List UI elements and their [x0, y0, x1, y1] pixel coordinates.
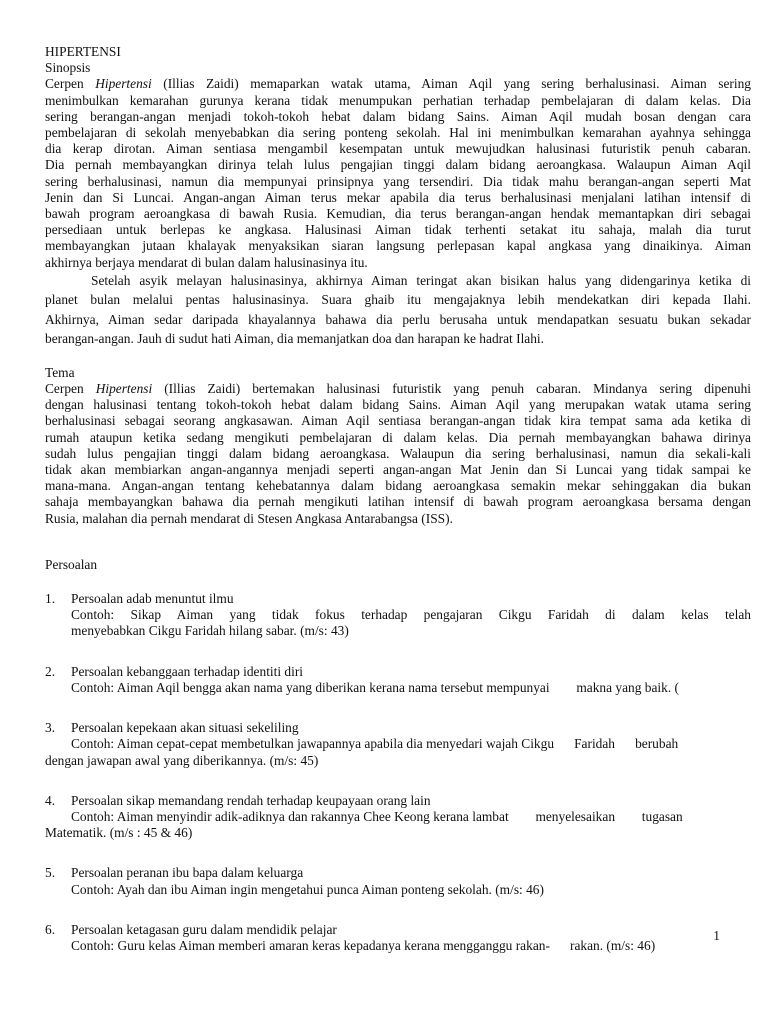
- document-page: [45, 44, 751, 954]
- tema-title-italic: Hipertensi: [95, 381, 153, 397]
- sinopsis-title-italic: Hipertensi: [95, 76, 152, 92]
- tema-line: tidak akan membiarkan angan-angannya menjadi seperti angan-angan Mat Jenin dan Si Luncai yang tidak sampai ke: [45, 462, 751, 478]
- persoalan-item-example: Contoh: Aiman menyindir adik-adiknya dan rakannya Chee Keong kerana lambat menyelesaikan tugasan: [71, 808, 683, 824]
- sinopsis-line: dia kerap dirotan. Aiman sentiasa mengambil kesempatan untuk mewujudkan halusinasi futuristik penuh cabaran.: [45, 141, 751, 157]
- persoalan-item-title: 2. Persoalan kebanggaan terhadap identiti diri: [45, 663, 304, 679]
- sinopsis-line: menimbulkan kemarahan gurunya kerana tidak menumpukan perhatian terhadap pembelajaran di dalam kelas. Dia: [45, 92, 751, 108]
- persoalan-item-number: 6.: [45, 921, 56, 937]
- sinopsis-line: pembelajaran di sekolah menyebabkan dia sering ponteng sekolah. Hal ini menimbulkan kemarahan ayahnya sehingga: [45, 125, 751, 141]
- persoalan-item-example: menyebabkan Cikgu Faridah hilang sabar. (m/s: 43): [71, 623, 349, 639]
- sinopsis-line: sering berhalusinasi, namun dia mempunyai prinsipnya yang tersendiri. Dia tidak mahu berangan-angan seperti Mat: [45, 173, 751, 189]
- persoalan-item-number: 1.: [45, 591, 56, 607]
- persoalan-item-example: Contoh: Sikap Aiman yang tidak fokus terhadap pengajaran Cikgu Faridah di dalam kelas telah: [71, 607, 751, 623]
- persoalan-item-example: Matematik. (m/s : 45 & 46): [45, 825, 193, 841]
- persoalan-item-example: Contoh: Aiman cepat-cepat membetulkan jawapannya apabila dia menyedari wajah Cikgu Faridah berubah: [71, 736, 679, 752]
- sinopsis-p2-line: Setelah asyik melayan halusinasinya, akhirnya Aiman teringat akan bisikan halus yang didengarinya ketika di: [91, 272, 751, 288]
- tema-line: sahaja membayangkan bahawa dia pernah mengikuti latihan intensif di bawah program aeroangkasa bersama dengan: [45, 494, 751, 510]
- sinopsis-line: membayangkan jutaan khalayak menyaksikan siaran langsung perlepasan kapal angkasa yang dinaikinya. Aiman: [45, 238, 751, 254]
- sinopsis-line: Dia pernah membayangkan dirinya telah lulus pengajian tinggi dalam bidang aeroangkasa. Walaupun Aiman Aqil: [45, 157, 751, 173]
- sinopsis-line: bawah program aeroangkasa di bawah Rusia. Kemudian, dia terus berangan-angan hendak memantapkan diri sebagai: [45, 206, 751, 222]
- persoalan-item-title: 6. Persoalan ketagasan guru dalam mendidik pelajar: [45, 921, 337, 937]
- page-number: 1: [713, 928, 720, 943]
- document-title: HIPERTENSI: [45, 44, 121, 59]
- persoalan-item-example: Contoh: Ayah dan ibu Aiman ingin mengetahui punca Aiman ponteng sekolah. (m/s: 46): [71, 881, 544, 897]
- sinopsis-line: sering berangan-angan menjadi tokoh-tokoh hebat dalam bidang Sains. Aiman Aqil mudah bosan dengan cara: [45, 108, 751, 124]
- persoalan-item-example: Contoh: Aiman Aqil bengga akan nama yang diberikan kerana nama tersebut mempunyai makna yang baik. (: [71, 679, 679, 695]
- persoalan-item-number: 5.: [45, 865, 56, 881]
- persoalan-item-title: 4. Persoalan sikap memandang rendah terhadap keupayaan orang lain: [45, 792, 431, 808]
- tema-heading: Tema: [45, 364, 75, 380]
- tema-line: sudah lulus pengajian tinggi dalam bidang aeroangkasa. Walaupun dia sering berhalusinasi, namun dia sekali-kali: [45, 445, 751, 461]
- persoalan-item-number: 4.: [45, 792, 56, 808]
- persoalan-heading: Persoalan: [45, 556, 98, 572]
- tema-line: rumah ataupun ketika sedang mengikuti pembelajaran di dalam kelas. Dia pernah membayangkan bahawa dirinya: [45, 429, 751, 445]
- sinopsis-lead: Cerpen: [45, 76, 96, 92]
- tema-text: (Illias Zaidi) bertemakan halusinasi futuristik yang penuh cabaran. Mindanya sering dipenuhi: [152, 381, 751, 397]
- sinopsis-text: (Illias Zaidi) memaparkan watak utama, Aiman Aqil yang sering berhalusinasi. Aiman sering: [151, 76, 751, 92]
- persoalan-item-title: 1. Persoalan adab menuntut ilmu: [45, 591, 234, 607]
- sinopsis-line: [45, 76, 751, 92]
- sinopsis-line: Jenin dan Si Luncai. Angan-angan Aiman terus mekar apabila dia terus berhalusinasi menjalani latihan intensif di: [45, 189, 751, 205]
- persoalan-item-number: 3.: [45, 720, 56, 736]
- tema-line: dengan halusinasi tentang tokoh-tokoh hebat dalam bidang Sains. Aiman Aqil yang merupakan watak utama sering: [45, 397, 751, 413]
- persoalan-item-number: 2.: [45, 663, 56, 679]
- persoalan-item-title: 5. Persoalan peranan ibu bapa dalam keluarga: [45, 865, 304, 881]
- sinopsis-line: akhirnya berjaya mendarat di bulan dalam halusinasinya itu.: [45, 254, 368, 270]
- persoalan-item-example: Contoh: Guru kelas Aiman memberi amaran keras kepadanya kerana mengganggu rakan- rakan. (m/s: 46): [71, 937, 656, 953]
- sinopsis-heading: Sinopsis: [45, 60, 91, 76]
- sinopsis-p2-line: berangan-angan. Jauh di sudut hati Aiman, dia memanjatkan doa dan harapan ke hadrat Ilahi.: [45, 331, 544, 347]
- persoalan-item-title: 3. Persoalan kepekaan akan situasi sekeliling: [45, 720, 299, 736]
- sinopsis-p2-line: Akhirnya, Aiman sedar daripada khayalannya bahawa dia perlu berusaha untuk mendapatkan sesuatu bukan sekadar: [45, 311, 751, 327]
- sinopsis-line: persediaan untuk berlepas ke angkasa. Halusinasi Aiman tidak terhenti setakat itu sahaja, malah dia turut: [45, 222, 751, 238]
- tema-line: [45, 381, 751, 397]
- sinopsis-p2-line: planet bulan melalui pentas halusinasinya. Suara ghaib itu mengajaknya lebih mendekatkan diri kepada Ilahi.: [45, 292, 751, 308]
- tema-lead: Cerpen: [45, 381, 96, 397]
- tema-line: berhalusinasi sebagai seorang angkasawan. Aiman Aqil sentiasa berangan-angan tidak kira tempat sama ada ketika di: [45, 413, 751, 429]
- persoalan-item-example: dengan jawapan awal yang diberikannya. (m/s: 45): [45, 752, 319, 768]
- tema-line: Rusia, malahan dia pernah mendarat di Stesen Angkasa Antarabangsa (ISS).: [45, 510, 453, 526]
- tema-line: mana-mana. Angan-angan tentang kehebatannya dalam bidang aeroangkasa semakin mekar sehinggakan dia bukan: [45, 478, 751, 494]
